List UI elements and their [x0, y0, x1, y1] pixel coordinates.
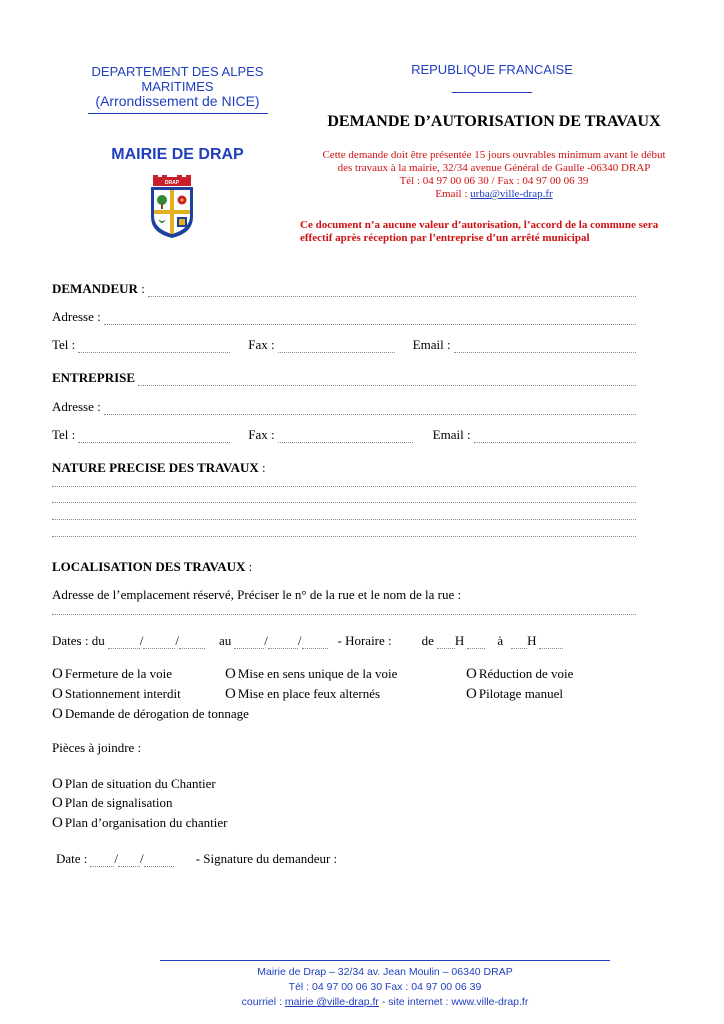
- warning-line-2: effectif après réception par l’entreprise d’un arrêté municipal: [300, 232, 590, 244]
- horaire-end-hour-field[interactable]: [511, 637, 527, 649]
- drap-coat-of-arms-icon: [148, 175, 196, 239]
- localisation-instruction: Adresse de l’emplacement réservé, Préciser le n° de la rue et le nom de la rue :: [52, 587, 462, 602]
- signature-date-label: Date :: [56, 851, 88, 866]
- entreprise-adresse-row: [52, 397, 636, 415]
- option-marker-icon[interactable]: O: [52, 795, 63, 811]
- demandeur-contact-row: [52, 335, 636, 353]
- entreprise-row: [52, 368, 636, 386]
- demandeur-email-label: Email :: [412, 337, 451, 352]
- signature-date-day-field[interactable]: [90, 855, 114, 867]
- piece-situation[interactable]: [52, 776, 216, 793]
- date-to-sep-2: /: [297, 633, 302, 648]
- entreprise-name-field[interactable]: [138, 374, 636, 386]
- footer-site-link[interactable]: www.ville-drap.fr: [451, 996, 529, 1008]
- demandeur-tel-label: Tel :: [52, 337, 76, 352]
- dates-row: [52, 631, 636, 649]
- option-sens-unique-label: Mise en sens unique de la voie: [237, 666, 398, 681]
- department-line-2: MARITIMES: [141, 79, 214, 94]
- horaire-a-label: à: [497, 633, 504, 648]
- notice-line-3: Tél : 04 97 00 06 30 / Fax : 04 97 00 06 39: [399, 175, 589, 187]
- footer-phone: Tél : 04 97 00 06 30 Fax : 04 97 00 06 39: [288, 981, 482, 993]
- date-from-sep-2: /: [175, 633, 179, 648]
- option-stationnement[interactable]: [52, 686, 181, 703]
- footer-address: Mairie de Drap – 32/34 av. Jean Moulin – 06340 DRAP: [257, 966, 513, 978]
- demandeur-adresse-row: [52, 307, 636, 325]
- nature-line-3[interactable]: [52, 519, 636, 520]
- department-line-3: (Arrondissement de NICE): [95, 93, 260, 109]
- warning-line-1: Ce document n’a aucune valeur d’autorisation, l’accord de la commune sera: [300, 219, 659, 231]
- notice-email-link[interactable]: urba@ville-drap.fr: [470, 188, 553, 200]
- horaire-start-hour-field[interactable]: [437, 637, 455, 649]
- option-pilotage[interactable]: [466, 686, 563, 703]
- horaire-de-label: de: [421, 633, 434, 648]
- entreprise-fax-label: Fax :: [248, 427, 275, 442]
- option-marker-icon[interactable]: O: [466, 666, 477, 682]
- demandeur-email-field[interactable]: [454, 341, 636, 353]
- entreprise-fax-field[interactable]: [278, 431, 413, 443]
- date-to-month-field[interactable]: [268, 637, 298, 649]
- option-stationnement-label: Stationnement interdit: [64, 686, 181, 701]
- horaire-start-min-field[interactable]: [467, 637, 485, 649]
- entreprise-email-field[interactable]: [474, 431, 636, 443]
- signature-date-month-field[interactable]: [118, 855, 140, 867]
- nature-line-1[interactable]: [52, 486, 636, 487]
- piece-signalisation[interactable]: [52, 795, 172, 812]
- demandeur-fax-field[interactable]: [278, 341, 395, 353]
- dates-label: Dates : du: [52, 633, 105, 648]
- localisation-sep: :: [245, 559, 253, 574]
- option-derogation-label: Demande de dérogation de tonnage: [64, 706, 249, 721]
- piece-organisation-label: Plan d’organisation du chantier: [64, 815, 228, 830]
- signature-date-sep-2: /: [140, 851, 144, 866]
- nature-heading: [52, 458, 636, 476]
- option-fermeture[interactable]: [52, 666, 172, 683]
- entreprise-tel-field[interactable]: [78, 431, 230, 443]
- option-feux[interactable]: [225, 686, 380, 703]
- nature-label: NATURE PRECISE DES TRAVAUX: [52, 460, 259, 475]
- department-block: [60, 64, 295, 109]
- department-separator: [88, 113, 268, 114]
- date-au-label: au: [218, 633, 232, 648]
- date-from-month-field[interactable]: [143, 637, 175, 649]
- option-marker-icon[interactable]: O: [466, 686, 477, 702]
- demandeur-row: [52, 279, 636, 297]
- option-marker-icon[interactable]: O: [225, 666, 236, 682]
- demandeur-fax-label: Fax :: [248, 337, 275, 352]
- piece-situation-label: Plan de situation du Chantier: [64, 776, 216, 791]
- footer-site-label: - site internet :: [378, 996, 452, 1008]
- localisation-instruction-row: [52, 585, 636, 603]
- option-marker-icon[interactable]: O: [52, 666, 63, 682]
- option-marker-icon[interactable]: O: [52, 815, 63, 831]
- nature-sep: :: [258, 460, 266, 475]
- demandeur-adresse-field[interactable]: [104, 313, 636, 325]
- footer-email-label: courriel :: [241, 996, 285, 1008]
- signature-label: - Signature du demandeur :: [195, 851, 338, 866]
- notice-email-label: Email :: [435, 188, 471, 200]
- signature-row: [56, 849, 576, 867]
- page-title: DEMANDE D’AUTORISATION DE TRAVAUX: [327, 113, 661, 130]
- date-to-year-field[interactable]: [302, 637, 328, 649]
- option-marker-icon[interactable]: O: [225, 686, 236, 702]
- option-sens-unique[interactable]: [225, 666, 397, 683]
- option-fermeture-label: Fermeture de la voie: [64, 666, 173, 681]
- demandeur-tel-field[interactable]: [78, 341, 230, 353]
- demandeur-name-field[interactable]: [148, 285, 636, 297]
- mairie-title: MAIRIE DE DRAP: [111, 146, 244, 163]
- piece-organisation[interactable]: [52, 815, 227, 832]
- nature-line-4[interactable]: [52, 536, 636, 537]
- footer-contact: [150, 996, 620, 1009]
- date-from-day-field[interactable]: [108, 637, 140, 649]
- horaire-h1: H: [454, 633, 465, 648]
- entreprise-adresse-label: Adresse :: [52, 399, 101, 414]
- entreprise-contact-row: [52, 425, 636, 443]
- piece-signalisation-label: Plan de signalisation: [64, 795, 173, 810]
- option-marker-icon[interactable]: O: [52, 706, 63, 722]
- entreprise-email-label: Email :: [432, 427, 471, 442]
- horaire-end-min-field[interactable]: [539, 637, 563, 649]
- submission-notice: [298, 149, 690, 201]
- date-from-year-field[interactable]: [179, 637, 205, 649]
- notice-line-1: Cette demande doit être présentée 15 jours ouvrables minimum avant le début: [322, 149, 666, 161]
- footer-email-link[interactable]: mairie @ville-drap.fr: [284, 996, 379, 1008]
- localisation-address-field[interactable]: [52, 614, 636, 615]
- horaire-h2: H: [527, 633, 537, 648]
- notice-line-2: des travaux à la mairie, 32/34 avenue Général de Gaulle -06340 DRAP: [337, 162, 651, 174]
- notice-email-line: [298, 188, 690, 201]
- option-reduction-label: Réduction de voie: [478, 666, 574, 681]
- option-marker-icon[interactable]: O: [52, 686, 63, 702]
- republique-separator: [452, 92, 532, 93]
- department-line-1: DEPARTEMENT DES ALPES: [91, 64, 264, 79]
- localisation-label: LOCALISATION DES TRAVAUX: [52, 559, 246, 574]
- option-pilotage-label: Pilotage manuel: [478, 686, 563, 701]
- entreprise-adresse-field[interactable]: [104, 403, 636, 415]
- footer-separator: [160, 960, 610, 961]
- demandeur-sep: :: [137, 281, 145, 296]
- horaire-label: - Horaire :: [337, 633, 392, 648]
- entreprise-label: ENTREPRISE: [52, 370, 136, 385]
- authorization-warning: [300, 219, 692, 245]
- nature-line-2[interactable]: [52, 502, 636, 503]
- option-feux-label: Mise en place feux alternés: [237, 686, 381, 701]
- signature-date-year-field[interactable]: [144, 855, 174, 867]
- signature-date-sep-1: /: [114, 851, 119, 866]
- republique-francaise: REPUBLIQUE FRANCAISE: [411, 62, 573, 77]
- option-marker-icon[interactable]: O: [52, 776, 63, 792]
- demandeur-label: DEMANDEUR: [52, 281, 138, 296]
- date-to-sep-1: /: [264, 633, 268, 648]
- crest-label: DRAP: [164, 180, 180, 186]
- pieces-label: Pièces à joindre :: [52, 740, 142, 755]
- date-from-sep-1: /: [139, 633, 144, 648]
- option-derogation[interactable]: [52, 706, 249, 723]
- option-reduction[interactable]: [466, 666, 573, 683]
- entreprise-tel-label: Tel :: [52, 427, 76, 442]
- localisation-heading: [52, 557, 636, 575]
- date-to-day-field[interactable]: [234, 637, 264, 649]
- demandeur-adresse-label: Adresse :: [52, 309, 101, 324]
